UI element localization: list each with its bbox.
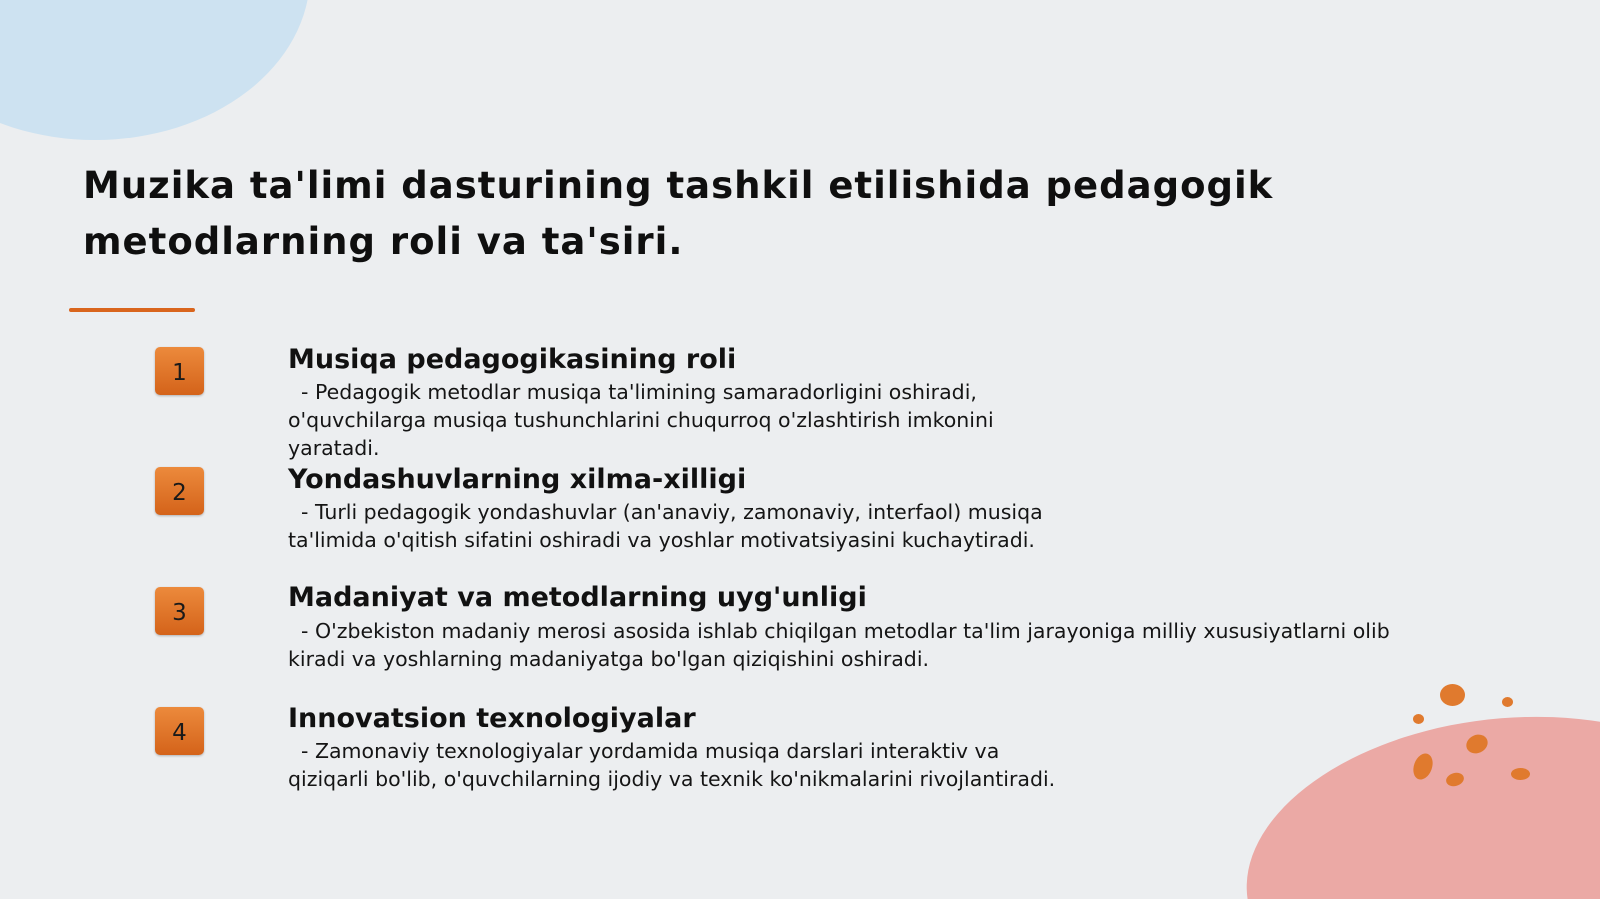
item-description <box>288 617 1390 673</box>
title-underline <box>69 308 195 312</box>
number-badge: 1 <box>155 347 204 395</box>
decorative-dot <box>1440 684 1465 706</box>
decorative-blue-blob <box>0 0 310 140</box>
item-heading: Musiqa pedagogikasining roli <box>288 344 737 375</box>
item-heading: Yondashuvlarning xilma-xilligi <box>288 464 747 495</box>
item-heading: Innovatsion texnologiyalar <box>288 703 696 734</box>
description-line: o'quvchilarga musiqa tushunchlarini chuqurroq o'zlashtirish imkonini <box>288 408 994 432</box>
description-line: kiradi va yoshlarning madaniyatga bo'lgan qiziqishini oshiradi. <box>288 647 930 671</box>
item-description <box>288 498 1043 554</box>
decorative-dot <box>1502 697 1513 707</box>
slide-title-line: metodlarning roli va ta'siri. <box>83 220 684 263</box>
slide-title-line: Muzika ta'limi dasturining tashkil etilishida pedagogik <box>83 164 1274 207</box>
description-line: - Turli pedagogik yondashuvlar (an'anaviy, zamonaviy, interfaol) musiqa <box>288 500 1043 524</box>
item-description <box>288 737 1055 793</box>
description-line: qiziqarli bo'lib, o'quvchilarning ijodiy va texnik ko'nikmalarini rivojlantiradi. <box>288 767 1056 791</box>
description-line: - Zamonaviy texnologiyalar yordamida musiqa darslari interaktiv va <box>288 739 1000 763</box>
number-badge: 4 <box>155 707 204 755</box>
number-badge: 2 <box>155 467 204 515</box>
decorative-dot <box>1413 714 1424 724</box>
decorative-dot <box>1511 768 1530 780</box>
description-line: yaratadi. <box>288 436 380 460</box>
description-line: - O'zbekiston madaniy merosi asosida ishlab chiqilgan metodlar ta'lim jarayoniga milliy xususiyatlarni olib <box>288 619 1390 643</box>
item-description <box>288 378 994 462</box>
description-line: - Pedagogik metodlar musiqa ta'limining samaradorligini oshiradi, <box>288 380 977 404</box>
number-badge: 3 <box>155 587 204 635</box>
description-line: ta'limida o'qitish sifatini oshiradi va yoshlar motivatsiyasini kuchaytiradi. <box>288 528 1035 552</box>
item-heading: Madaniyat va metodlarning uyg'unligi <box>288 582 867 613</box>
slide-title <box>83 158 1383 270</box>
